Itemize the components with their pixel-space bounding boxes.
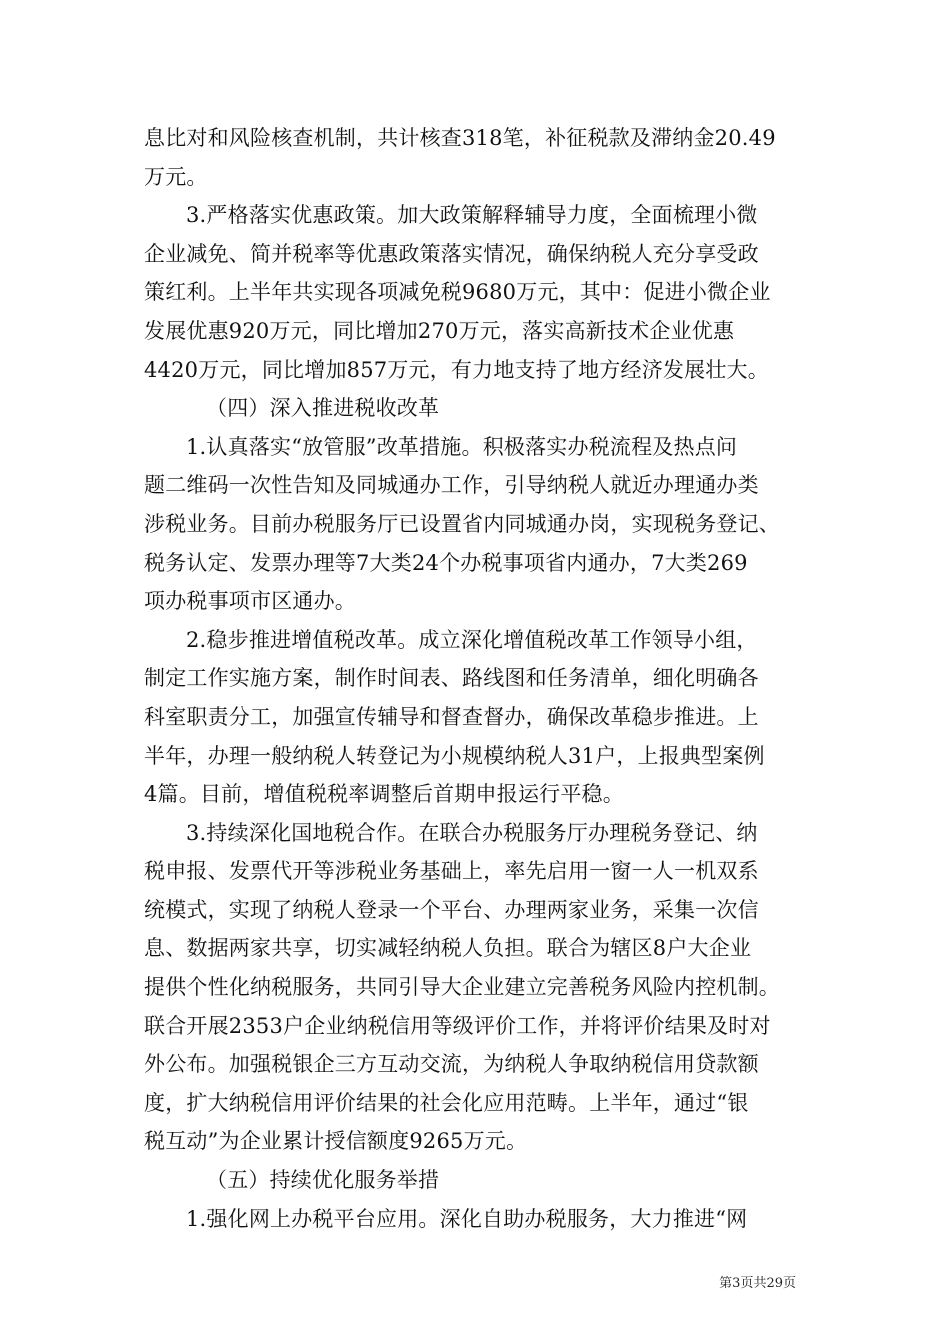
page-number-footer: 第3页共29页 [719,1276,796,1291]
body-line: 4篇。目前，增值税税率调整后首期申报运行平稳。 [144,782,624,807]
body-line: 税申报、发票代开等涉税业务基础上，率先启用一窗一人一机双系 [144,859,759,884]
body-line: 息比对和风险核查机制，共计核查318笔，补征税款及滞纳金20.49 [144,126,776,150]
body-line: 提供个性化纳税服务，共同引导大企业建立完善税务风险内控机制。 [144,975,780,1000]
body-line: 联合开展2353户企业纳税信用等级评价工作，并将评价结果及时对 [144,1013,771,1038]
body-line: 外公布。加强税银企三方互动交流，为纳税人争取纳税信用贷款额 [144,1052,759,1077]
body-line: 税互动”为企业累计授信额度9265万元。 [144,1129,528,1154]
body-line: 半年，办理一般纳税人转登记为小规模纳税人31户，上报典型案例 [144,743,765,768]
body-line: 发展优惠920万元，同比增加270万元，落实高新技术企业优惠 [144,318,735,343]
body-line: 制定工作实施方案，制作时间表、路线图和任务清单，细化明确各 [144,666,759,691]
body-line: 统模式，实现了纳税人登录一个平台、办理两家业务，采集一次信 [144,897,759,922]
paragraph-start-line: 2.稳步推进增值税改革。成立深化增值税改革工作领导小组， [186,627,758,652]
section-heading: （五）持续优化服务举措 [206,1168,440,1193]
body-line: 涉税业务。目前办税服务厅已设置省内同城通办岗，实现税务登记、 [144,511,780,536]
body-line: 税务认定、发票办理等7大类24个办税事项省内通办，7大类269 [144,550,748,575]
body-line: 策红利。上半年共实现各项减免税9680万元，其中：促进小微企业 [144,280,771,305]
section-heading: （四）深入推进税收改革 [206,396,440,421]
paragraph-start-line: 1.强化网上办税平台应用。深化自助办税服务，大力推进“网 [186,1206,748,1231]
body-line: 度，扩大纳税信用评价结果的社会化应用范畴。上半年，通过“银 [144,1090,749,1115]
body-line: 万元。 [144,164,208,189]
paragraph-start-line: 3.持续深化国地税合作。在联合办税服务厅办理税务登记、纳 [186,820,758,845]
body-line: 企业减免、简并税率等优惠政策落实情况，确保纳税人充分享受政 [144,241,759,266]
body-line: 4420万元，同比增加857万元，有力地支持了地方经济发展壮大。 [144,357,769,382]
paragraph-start-line: 3.严格落实优惠政策。加大政策解释辅导力度，全面梳理小微 [186,203,758,228]
paragraph-start-line: 1.认真落实“放管服”改革措施。积极落实办税流程及热点问 [186,434,738,459]
body-line: 项办税事项市区通办。 [144,589,356,614]
body-line: 科室职责分工，加强宣传辅导和督查督办，确保改革稳步推进。上 [144,704,759,729]
document-body [144,119,816,1238]
body-line: 题二维码一次性告知及同城通办工作，引导纳税人就近办理通办类 [144,473,759,498]
body-line: 息、数据两家共享，切实减轻纳税人负担。联合为辖区8户大企业 [144,936,752,961]
